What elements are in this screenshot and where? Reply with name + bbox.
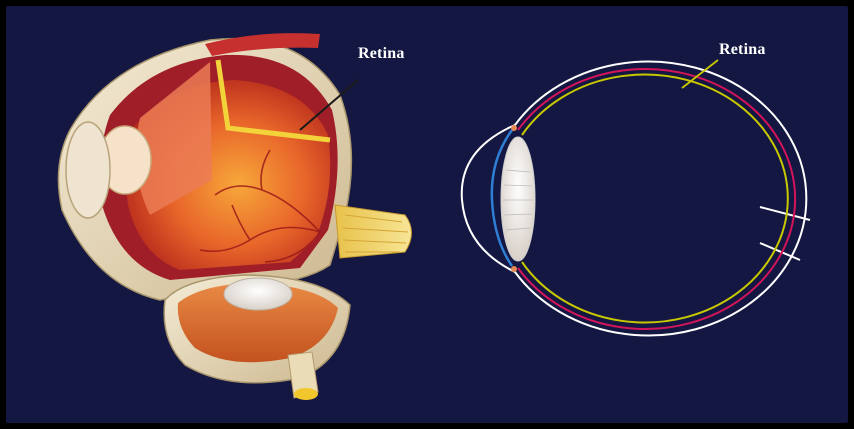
nerve-end (294, 388, 318, 400)
retina-label-left: Retina (358, 45, 405, 62)
ciliary-bottom (511, 266, 517, 272)
anatomical-eye-illustration (58, 33, 411, 400)
schematic-eye (462, 60, 810, 335)
cornea-left (66, 122, 110, 218)
ciliary-top (511, 125, 517, 131)
lens (501, 137, 535, 261)
sclera-outline (515, 61, 806, 335)
choroid-outline (518, 69, 795, 329)
optic-nerve-line-top (760, 207, 810, 220)
lower-lens (224, 278, 292, 310)
retina-outline (522, 74, 788, 322)
retina-label-right: Retina (719, 41, 766, 58)
